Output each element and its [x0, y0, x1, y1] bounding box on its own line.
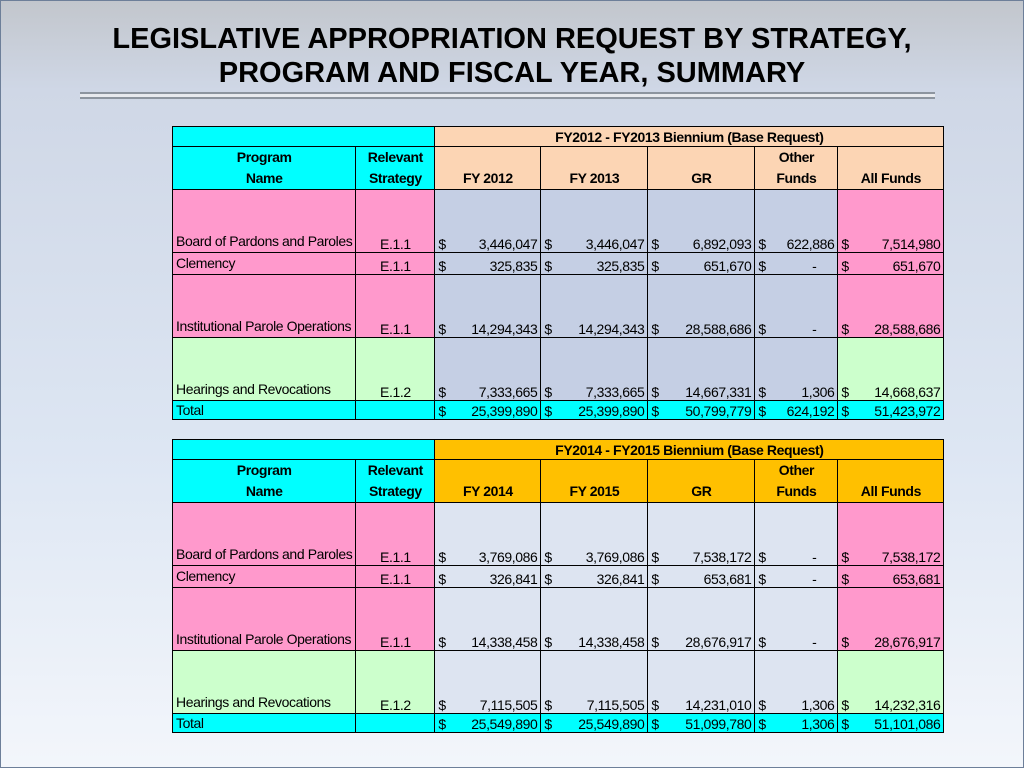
fy-year1-cell: [435, 190, 541, 253]
total-other-funds: [755, 401, 838, 420]
table-row: [173, 253, 944, 275]
currency-symbol: $: [651, 236, 659, 252]
fy-year2-cell: [541, 253, 648, 275]
header-blank: [173, 127, 435, 147]
total-label: Total: [173, 401, 356, 420]
currency-symbol: $: [544, 697, 552, 713]
amount: 651,670: [703, 258, 752, 274]
amount: 3,446,047: [585, 236, 645, 252]
biennium-band-header: FY2012 - FY2013 Biennium (Base Request): [435, 127, 944, 147]
gr-cell: [648, 253, 755, 275]
currency-symbol: $: [438, 549, 446, 565]
total-all-funds: [838, 714, 944, 733]
amount: 1,306: [801, 384, 835, 400]
col-header-other-line2: Funds: [776, 170, 817, 186]
amount: 3,769,086: [585, 549, 645, 565]
amount: 25,399,890: [578, 403, 645, 419]
col-header-gr: GR: [648, 460, 755, 503]
amount: 1,306: [801, 716, 835, 732]
col-header-program-line2: Name: [245, 170, 283, 186]
amount: 25,549,890: [578, 716, 645, 732]
program-name-cell: Board of Pardons and Paroles: [173, 503, 356, 566]
col-header-strategy-line1: Relevant: [367, 462, 423, 478]
fy-year2-cell: [541, 588, 648, 651]
currency-symbol: $: [841, 384, 849, 400]
other-funds-cell: [755, 503, 838, 566]
col-header-other-funds: [755, 460, 838, 503]
total-blank: [356, 714, 435, 733]
amount: -: [812, 258, 817, 274]
currency-symbol: $: [758, 549, 766, 565]
currency-symbol: $: [841, 258, 849, 274]
fy-year1-cell: [435, 503, 541, 566]
total-row: [173, 401, 944, 420]
total-blank: [356, 401, 435, 420]
program-name-cell: Hearings and Revocations: [173, 338, 356, 401]
strategy-cell: E.1.2: [356, 651, 435, 714]
gr-cell: [648, 503, 755, 566]
col-header-fy-year1: FY 2014: [435, 460, 541, 503]
amount: 7,115,505: [479, 697, 538, 713]
total-all-funds: [838, 401, 944, 420]
strategy-cell: E.1.1: [356, 190, 435, 253]
all-funds-cell: [838, 275, 944, 338]
currency-symbol: $: [651, 384, 659, 400]
amount: 14,232,316: [874, 697, 941, 713]
title-line-1: LEGISLATIVE APPROPRIATION REQUEST BY STRATEGY,: [112, 23, 912, 55]
fy-year2-cell: [541, 190, 648, 253]
currency-symbol: $: [651, 634, 659, 650]
table-row: [173, 190, 944, 253]
gr-cell: [648, 190, 755, 253]
biennium-band-header: FY2014 - FY2015 Biennium (Base Request): [435, 440, 944, 460]
all-funds-cell: [838, 338, 944, 401]
total-fy-year1: [435, 714, 541, 733]
gr-cell: [648, 651, 755, 714]
amount: 7,115,505: [586, 697, 645, 713]
amount: 14,668,637: [874, 384, 941, 400]
currency-symbol: $: [841, 716, 849, 732]
col-header-other-funds: [755, 147, 838, 190]
col-header-relevant-strategy: [356, 147, 435, 190]
total-label: Total: [173, 714, 356, 733]
currency-symbol: $: [544, 549, 552, 565]
currency-symbol: $: [758, 236, 766, 252]
amount: 325,835: [596, 258, 645, 274]
currency-symbol: $: [758, 403, 766, 419]
currency-symbol: $: [651, 716, 659, 732]
amount: 14,294,343: [578, 321, 645, 337]
col-header-gr: GR: [648, 147, 755, 190]
table-row: [173, 651, 944, 714]
currency-symbol: $: [544, 384, 552, 400]
fy-year1-cell: [435, 253, 541, 275]
strategy-cell: E.1.1: [356, 503, 435, 566]
col-header-strategy-line2: Strategy: [368, 170, 422, 186]
header-blank: [173, 440, 435, 460]
currency-symbol: $: [841, 403, 849, 419]
currency-symbol: $: [544, 571, 552, 587]
currency-symbol: $: [651, 549, 659, 565]
amount: 14,338,458: [578, 634, 645, 650]
col-header-strategy-line1: Relevant: [367, 149, 423, 165]
col-header-program-line1: Program: [236, 462, 292, 478]
currency-symbol: $: [651, 571, 659, 587]
currency-symbol: $: [758, 697, 766, 713]
amount: 28,676,917: [874, 634, 941, 650]
fy-year1-cell: [435, 338, 541, 401]
fy-year2-cell: [541, 275, 648, 338]
amount: -: [812, 549, 817, 565]
amount: 14,231,010: [685, 697, 752, 713]
col-header-other-line1: Other: [778, 462, 815, 478]
currency-symbol: $: [758, 321, 766, 337]
currency-symbol: $: [758, 634, 766, 650]
currency-symbol: $: [841, 321, 849, 337]
amount: 28,588,686: [685, 321, 752, 337]
all-funds-cell: [838, 503, 944, 566]
program-name-cell: Clemency: [173, 566, 356, 588]
total-other-funds: [755, 714, 838, 733]
currency-symbol: $: [841, 571, 849, 587]
total-gr: [648, 401, 755, 420]
col-header-program-name: [173, 460, 356, 503]
biennium-table-fy2014-fy2015: [172, 439, 944, 733]
currency-symbol: $: [438, 716, 446, 732]
all-funds-cell: [838, 566, 944, 588]
total-fy-year2: [541, 401, 648, 420]
table-row: [173, 275, 944, 338]
currency-symbol: $: [438, 258, 446, 274]
amount: 14,338,458: [471, 634, 538, 650]
amount: 51,101,086: [874, 716, 941, 732]
program-name-cell: Clemency: [173, 253, 356, 275]
amount: 326,841: [489, 571, 538, 587]
col-header-program-name: [173, 147, 356, 190]
currency-symbol: $: [841, 236, 849, 252]
currency-symbol: $: [841, 697, 849, 713]
other-funds-cell: [755, 190, 838, 253]
total-gr: [648, 714, 755, 733]
other-funds-cell: [755, 275, 838, 338]
col-header-fy-year2: FY 2013: [541, 147, 648, 190]
amount: 1,306: [801, 697, 835, 713]
currency-symbol: $: [758, 571, 766, 587]
amount: 6,892,093: [692, 236, 752, 252]
fy-year1-cell: [435, 651, 541, 714]
amount: 25,399,890: [471, 403, 538, 419]
gr-cell: [648, 338, 755, 401]
amount: 653,681: [703, 571, 752, 587]
all-funds-cell: [838, 651, 944, 714]
total-fy-year2: [541, 714, 648, 733]
amount: 14,294,343: [471, 321, 538, 337]
amount: 3,446,047: [478, 236, 538, 252]
strategy-cell: E.1.1: [356, 253, 435, 275]
amount: 7,538,172: [692, 549, 752, 565]
amount: 651,670: [892, 258, 941, 274]
title-divider: [80, 92, 935, 99]
currency-symbol: $: [651, 321, 659, 337]
amount: 28,588,686: [874, 321, 941, 337]
col-header-program-line2: Name: [245, 483, 283, 499]
currency-symbol: $: [544, 258, 552, 274]
total-fy-year1: [435, 401, 541, 420]
currency-symbol: $: [651, 258, 659, 274]
fy-year1-cell: [435, 566, 541, 588]
all-funds-cell: [838, 588, 944, 651]
amount: 7,538,172: [881, 549, 941, 565]
biennium-table-fy2012-fy2013: [172, 126, 944, 420]
program-name-cell: Board of Pardons and Paroles: [173, 190, 356, 253]
amount: 50,799,779: [685, 403, 752, 419]
amount: 624,192: [786, 403, 835, 419]
col-header-other-line2: Funds: [776, 483, 817, 499]
table-row: [173, 588, 944, 651]
table-row: [173, 566, 944, 588]
other-funds-cell: [755, 588, 838, 651]
currency-symbol: $: [438, 571, 446, 587]
col-header-all-funds: All Funds: [838, 147, 944, 190]
program-name-cell: Institutional Parole Operations: [173, 275, 356, 338]
currency-symbol: $: [758, 258, 766, 274]
strategy-cell: E.1.2: [356, 338, 435, 401]
all-funds-cell: [838, 190, 944, 253]
fy-year1-cell: [435, 275, 541, 338]
total-row: [173, 714, 944, 733]
amount: 25,549,890: [471, 716, 538, 732]
table-row: [173, 338, 944, 401]
currency-symbol: $: [438, 634, 446, 650]
amount: 51,099,780: [685, 716, 752, 732]
col-header-fy-year2: FY 2015: [541, 460, 648, 503]
fy-year2-cell: [541, 503, 648, 566]
amount: 653,681: [892, 571, 941, 587]
col-header-fy-year1: FY 2012: [435, 147, 541, 190]
currency-symbol: $: [544, 236, 552, 252]
fy-year2-cell: [541, 566, 648, 588]
other-funds-cell: [755, 566, 838, 588]
amount: -: [812, 634, 817, 650]
slide-title: [60, 22, 964, 90]
fy-year1-cell: [435, 588, 541, 651]
strategy-cell: E.1.1: [356, 566, 435, 588]
currency-symbol: $: [438, 403, 446, 419]
currency-symbol: $: [651, 403, 659, 419]
amount: 622,886: [786, 236, 835, 252]
gr-cell: [648, 275, 755, 338]
amount: -: [812, 321, 817, 337]
strategy-cell: E.1.1: [356, 275, 435, 338]
amount: 51,423,972: [874, 403, 941, 419]
amount: 7,333,665: [478, 384, 538, 400]
table-row: [173, 503, 944, 566]
col-header-relevant-strategy: [356, 460, 435, 503]
amount: 326,841: [596, 571, 645, 587]
strategy-cell: E.1.1: [356, 588, 435, 651]
currency-symbol: $: [438, 236, 446, 252]
currency-symbol: $: [544, 716, 552, 732]
amount: 28,676,917: [685, 634, 752, 650]
currency-symbol: $: [544, 403, 552, 419]
currency-symbol: $: [651, 697, 659, 713]
all-funds-cell: [838, 253, 944, 275]
currency-symbol: $: [544, 634, 552, 650]
program-name-cell: Institutional Parole Operations: [173, 588, 356, 651]
currency-symbol: $: [438, 697, 446, 713]
currency-symbol: $: [758, 384, 766, 400]
amount: -: [812, 571, 817, 587]
amount: 3,769,086: [478, 549, 538, 565]
amount: 325,835: [489, 258, 538, 274]
currency-symbol: $: [544, 321, 552, 337]
title-line-2: PROGRAM AND FISCAL YEAR, SUMMARY: [218, 57, 806, 89]
col-header-strategy-line2: Strategy: [368, 483, 422, 499]
currency-symbol: $: [841, 549, 849, 565]
amount: 7,333,665: [585, 384, 645, 400]
currency-symbol: $: [438, 384, 446, 400]
amount: 7,514,980: [881, 236, 941, 252]
gr-cell: [648, 588, 755, 651]
program-name-cell: Hearings and Revocations: [173, 651, 356, 714]
currency-symbol: $: [438, 321, 446, 337]
other-funds-cell: [755, 651, 838, 714]
other-funds-cell: [755, 338, 838, 401]
col-header-other-line1: Other: [778, 149, 815, 165]
fy-year2-cell: [541, 338, 648, 401]
currency-symbol: $: [758, 716, 766, 732]
other-funds-cell: [755, 253, 838, 275]
col-header-program-line1: Program: [236, 149, 292, 165]
col-header-all-funds: All Funds: [838, 460, 944, 503]
amount: 14,667,331: [685, 384, 752, 400]
currency-symbol: $: [841, 634, 849, 650]
gr-cell: [648, 566, 755, 588]
fy-year2-cell: [541, 651, 648, 714]
